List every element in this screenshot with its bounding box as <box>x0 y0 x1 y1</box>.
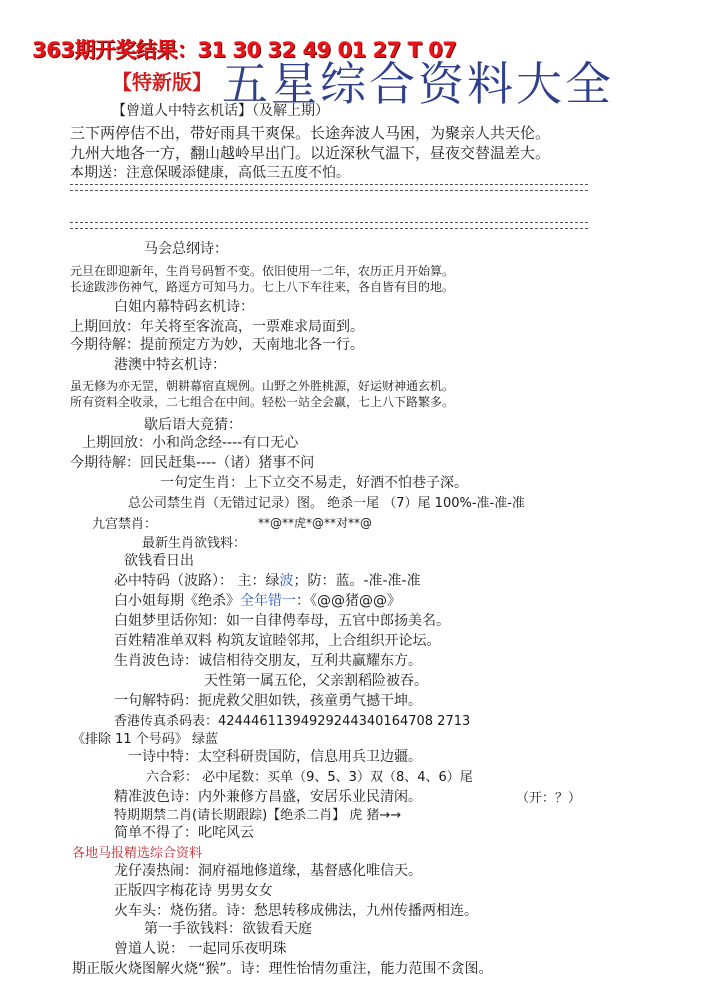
xianggang-line: 香港传真杀码表：42444611394929244340164708 2713 <box>114 714 471 729</box>
separator-top-double <box>70 190 588 191</box>
yishi-line: 一诗中特：太空科研贵国防，信息用兵卫边疆。 <box>128 749 422 765</box>
bizhong-label: 必中特码（波路）： <box>114 573 233 589</box>
baijie-line-2: 今期待解：提前预定方为妙，天南地北各一行。 <box>70 337 364 353</box>
edition-label: 【特新版】 <box>112 70 212 94</box>
jiandan-line: 简单不得了：叱咤风云 <box>114 825 254 841</box>
horse-poem-line-1: 元旦在即迎新年，生肖号码暂不变。依旧使用一二年，农历正月开始算。 <box>70 264 455 278</box>
gangao-line-1: 虽无修为亦无罡，朝耕幕宿直规例。山野之外胜桃源，好运财神通玄机。 <box>70 379 455 393</box>
shengxiaobo-line: 生肖波色诗：诚信相待交朋友，互利共赢耀东方。 <box>114 653 422 669</box>
zonggongsi-line: 总公司禁生肖（无错过记录）图。 绝杀一尾 （7）尾 100%-准-准-准 <box>128 496 525 511</box>
yiju-text: 上下立交不易走，好酒不怕巷子深。 <box>244 475 468 491</box>
horse-poem-line-2: 长途跋涉伤神气，路逕方可知马力。七上八下车往来，各自皆有目的地。 <box>70 280 455 294</box>
huoshao-line: 期正版火烧图解火烧“猴”。诗：理性怡情勿重注，能力范围不贪图。 <box>72 961 493 977</box>
huoche-line: 火车头：烧伤猪。诗：愁思转移成佛法，九州传播两相连。 <box>114 903 478 919</box>
baixiaojie-label: 白小姐每期《绝杀》 <box>114 593 240 609</box>
longzi-line: 龙仔凑热闹：洞府福地修道缘，基督感化唯信天。 <box>114 863 422 879</box>
liuhecai-line: 六合彩： 必中尾数：买单（9、5、3）双（8、4、6）尾 <box>146 770 473 785</box>
draw-result-banner: 363期开奖结果：31 30 32 49 01 27 T 07 <box>32 38 457 62</box>
diyishou-line: 第一手欲钱料：欲钹看天庭 <box>144 921 312 937</box>
bizhong-rest: ；防：蓝。-准-准-准 <box>293 573 421 589</box>
separator-middle-double <box>70 228 588 229</box>
gedi-heading: 各地马报精选综合资料 <box>72 846 203 861</box>
jingzhun-open: （开：？） <box>516 791 582 806</box>
meng-line: 白姐梦里话你知：如一自律俜奉母，五官中郎扬美名。 <box>114 613 450 629</box>
separator-middle <box>70 222 588 223</box>
paichu-prefix: 《排除 11 个号码》 <box>72 732 188 747</box>
yuqian-line: 欲钱看日出 <box>124 553 194 569</box>
yiju-label: 一句定生肖： <box>160 475 244 491</box>
bizhong-main: 主：绿 <box>237 573 280 589</box>
section1-line-2: 九州大地各一方，翻山越岭早出门。以近深秋气温下，昼夜交替温差大。 <box>70 144 551 162</box>
baijie-line-1: 上期回放：年关将至客流高，一票难求局面到。 <box>70 319 364 335</box>
gangao-heading: 港澳中特玄机诗： <box>114 357 226 373</box>
sizi-line: 正版四字梅花诗 男男女女 <box>114 883 273 899</box>
paichu-suffix: 绿蓝 <box>191 732 218 747</box>
teqi-line: 特期期禁二肖(请长期跟踪)【绝杀二肖】 虎 猪→→ <box>114 808 402 823</box>
zengdao-line: 曾道人说： 一起同乐夜明珠 <box>114 941 287 957</box>
section1-heading: 【曾道人中特玄机话】（及解上期） <box>112 103 329 119</box>
horse-poem-heading: 马会总纲诗： <box>144 241 228 257</box>
section1-line-1: 三下两停佶不出，带好雨具干爽保。长途奔波人马困，为聚亲人共天伦。 <box>70 124 551 142</box>
bizhong-line <box>114 570 421 590</box>
baixing-line: 百姓精准单双料 构筑友谊睦邻邦，上合组织开论坛。 <box>114 633 441 649</box>
xiehouyu-heading: 歇后语大竞猜： <box>144 417 242 433</box>
page-title: 五星综合资料大全 <box>222 57 614 111</box>
xiehouyu-line-2: 今期待解：回民赶集----（诸）猪事不问 <box>70 455 315 471</box>
baijie-heading: 白姐内幕特码玄机诗： <box>114 299 254 315</box>
yiju-line <box>160 472 468 492</box>
baixiaojie-text: ：《@@猪@@》 <box>296 593 401 609</box>
zuixin-heading: 最新生肖欲钱料： <box>142 536 247 551</box>
separator-top <box>70 184 588 185</box>
paichu-line <box>72 728 218 747</box>
bizhong-main-wave: 波 <box>279 573 294 589</box>
jiugong-label: 九宫禁肖： <box>92 517 158 532</box>
baixiaojie-line <box>114 590 401 610</box>
jingzhun-text: 精准波色诗：内外兼修方昌盛，安居乐业民清闲。 <box>114 789 422 805</box>
gangao-line-2: 所有资料全收录，二七组合在中间。轻松一站全会赢，七上八下路繁多。 <box>70 395 455 409</box>
baixiaojie-wrong: 全年错一 <box>240 593 296 609</box>
jiugong-text: **@**虎*@**对**@ <box>258 516 373 530</box>
tianxing-line: 天性第一属五伦，父亲割稻险被吞。 <box>204 673 428 689</box>
xiehouyu-line-1: 上期回放：小和尚念经----有口无心 <box>82 435 299 451</box>
yijujie-line: 一句解特码：扼虎救父胆如铁，孩童勇气撼干坤。 <box>114 693 422 709</box>
section1-line-3: 本期送：注意保暖添健康，高低三五度不怕。 <box>70 165 350 181</box>
